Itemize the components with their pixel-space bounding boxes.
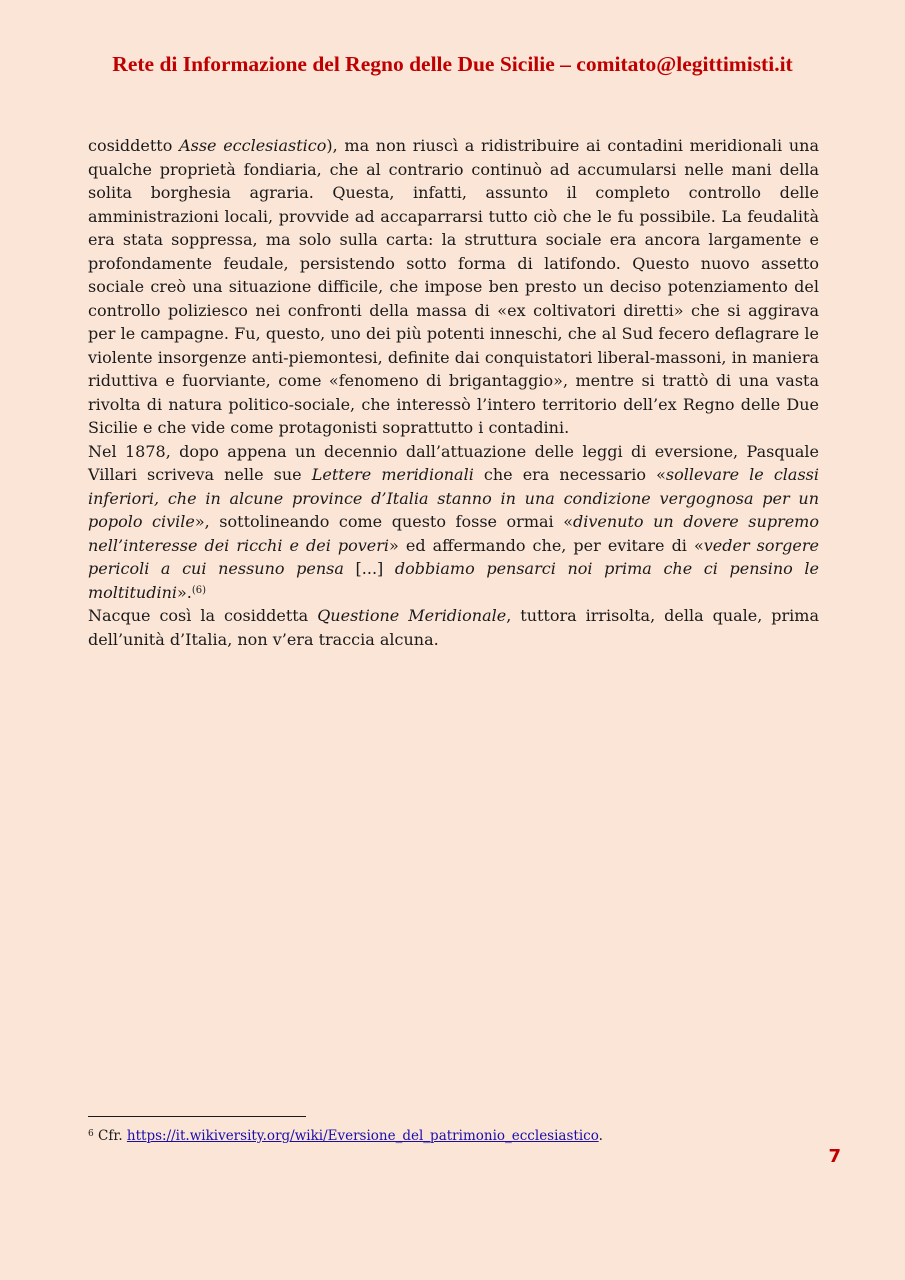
italic-run: Asse ecclesiastico [179,136,327,155]
footnote-suffix: . [598,1128,603,1144]
footnote [88,1127,603,1145]
footnote-reference: (6) [191,584,207,596]
body-text [88,134,819,651]
footnote-marker: 6 [88,1129,94,1139]
page-number: 7 [828,1146,841,1167]
italic-run: divenuto un dovere supremo nell’interesse dei ricchi e dei poveri [88,512,819,555]
italic-run: veder sorgere pericoli a cui nessuno pensa [88,535,819,578]
italic-run: Questione Meridionale [317,606,507,625]
italic-run: dobbiamo pensarci noi prima che ci pensino le moltitudini [88,559,819,602]
paragraph-3: Nacque così la cosiddetta Questione Meridionale, tuttora irrisolta, della quale, prima dell’unità d’Italia, non v’era traccia alcuna. [88,606,820,649]
italic-run: Lettere meridionali [311,465,474,484]
italic-run: sollevare le classi inferiori, che in alcune province d’Italia stanno in una condizione vergognosa per un popolo civile [88,465,819,531]
paragraph-1: cosiddetto Asse ecclesiastico), ma non riuscì a ridistribuire ai contadini meridionali una qualche proprietà fondiaria, che al contrario continuò ad accumularsi nelle mani della solita borghesia agraria. Questa, infatti, assunto il completo controllo delle amministrazioni locali, provvide ad accaparrarsi tutto ciò che le fu possibile. La feudalità era stata soppressa, ma solo sulla carta: la struttura sociale era ancora largamente e profondamente feudale, persistendo sotto forma di latifondo. Questo nuovo assetto sociale creò una situazione difficile, che impose ben presto un deciso potenziamento del controllo poliziesco nei confronti della massa di «ex coltivatori diretti» che si aggirava per le campagne. Fu, questo, uno dei più potenti inneschi, che al Sud fecero deflagrare le violente insorgenze anti-piemontesi, definite dai conquistatori liberal-massoni, in maniera riduttiva e fuorviante, come «fenomeno di brigantaggio», mentre si trattò di una vasta rivolta di natura politico-sociale, che interessò l’intero territorio dell’ex Regno delle Due Sicilie e che vide come protagonisti soprattutto i contadini. [88,136,819,437]
page-header: Rete di Informazione del Regno delle Due Sicilie – comitato@legittimisti.it [112,52,793,76]
footnote-prefix: Cfr. [93,1128,127,1144]
paragraph-2: Nel 1878, dopo appena un decennio dall’attuazione delle leggi di eversione, Pasquale Villari scriveva nelle sue Lettere meridionali che era necessario «sollevare le classi inferiori, che in alcune province d’Italia stanno in una condizione vergognosa per un popolo civile», sottolineando come questo fosse ormai «divenuto un dovere supremo nell’interesse dei ricchi e dei poveri» ed affermando che, per evitare di «veder sorgere pericoli a cui nessuno pensa [...] dobbiamo pensarci noi prima che ci pensino le moltitudini».$^{(6)}$ [88,441,819,602]
footnote-separator [88,1116,306,1117]
footnote-link[interactable]: https://it.wikiversity.org/wiki/Eversione_del_patrimonio_ecclesiastico [126,1128,599,1144]
